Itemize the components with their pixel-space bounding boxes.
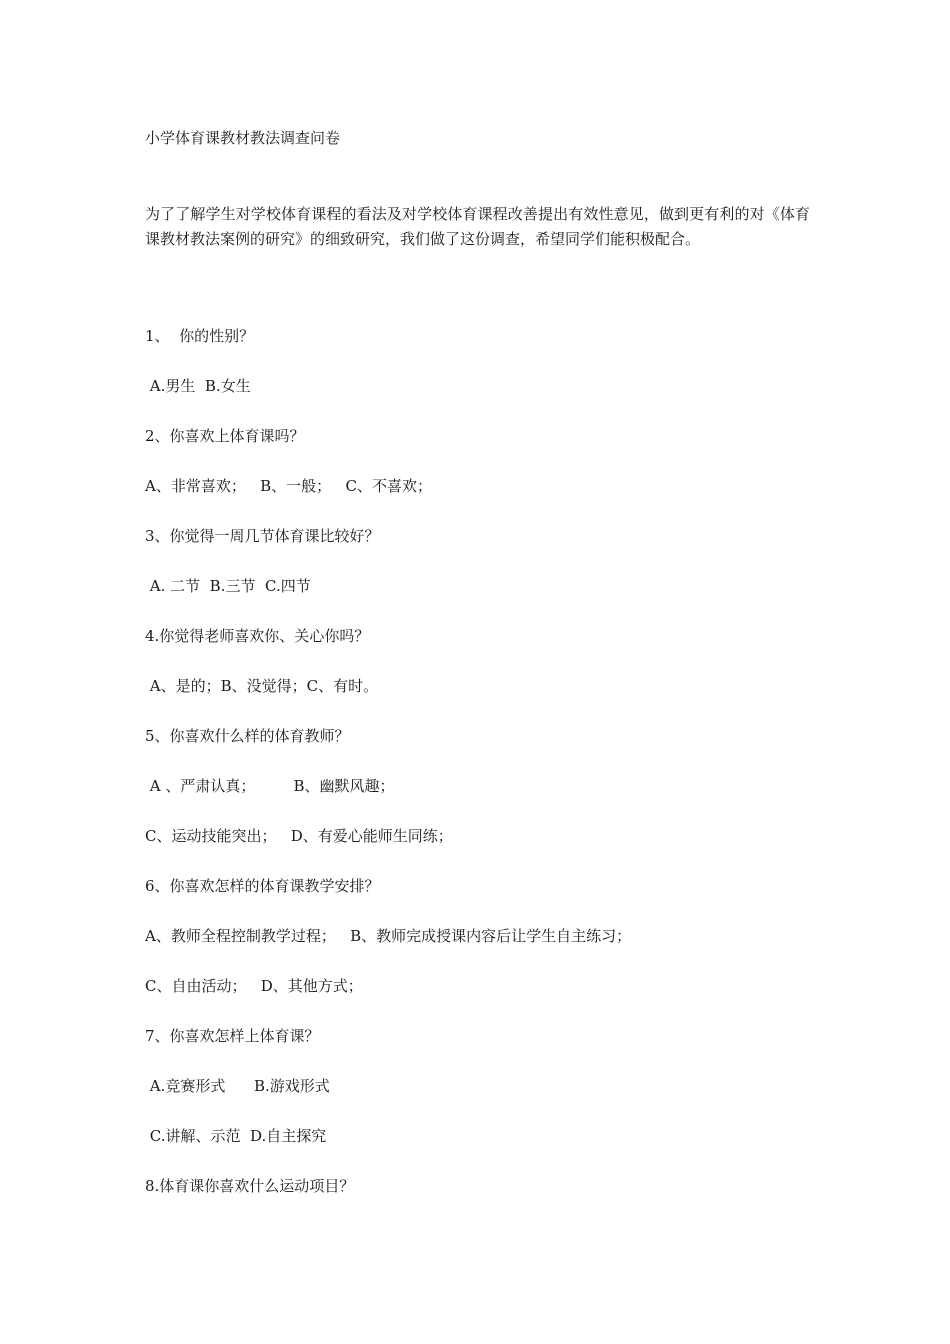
question-5: 5、你喜欢什么样的体育教师？ [145, 727, 350, 745]
question-7: 7、你喜欢怎样上体育课？ [145, 1027, 320, 1045]
question-6: 6、你喜欢怎样的体育课教学安排？ [145, 877, 380, 895]
document-title: 小学体育课教材教法调查问卷 [145, 129, 341, 147]
question-1-options: A.男生 B.女生 [145, 377, 251, 395]
question-7-options-cd: C.讲解、示范 D.自主探究 [145, 1127, 327, 1145]
question-1: 1、 你的性别？ [145, 327, 255, 345]
question-3-options: A. 二节 B.三节 C.四节 [145, 577, 311, 595]
question-5-options-ab: A 、严肃认真； B、幽默风趣； [145, 777, 395, 795]
question-6-options-ab: A、教师全程控制教学过程； B、教师完成授课内容后让学生自主练习； [145, 927, 632, 945]
question-4: 4.你觉得老师喜欢你、关心你吗？ [145, 627, 370, 645]
question-5-options-cd: C、运动技能突出； D、有爱心能师生同练； [145, 827, 453, 845]
intro-paragraph: 为了了解学生对学校体育课程的看法及对学校体育课程改善提出有效性意见，做到更有利的对《体育课教材教法案例的研究》的细致研究，我们做了这份调查，希望同学们能积极配合。 [145, 205, 810, 248]
question-6-options-cd: C、自由活动； D、其他方式； [145, 977, 363, 995]
question-8: 8.体育课你喜欢什么运动项目？ [145, 1177, 355, 1195]
question-2: 2、你喜欢上体育课吗？ [145, 427, 305, 445]
question-3: 3、你觉得一周几节体育课比较好？ [145, 527, 380, 545]
question-2-options: A、非常喜欢； B、一般； C、不喜欢； [145, 477, 432, 495]
question-4-options: A、是的；B、没觉得；C、有时。 [145, 677, 379, 695]
question-7-options-ab: A.竞赛形式 B.游戏形式 [145, 1077, 330, 1095]
